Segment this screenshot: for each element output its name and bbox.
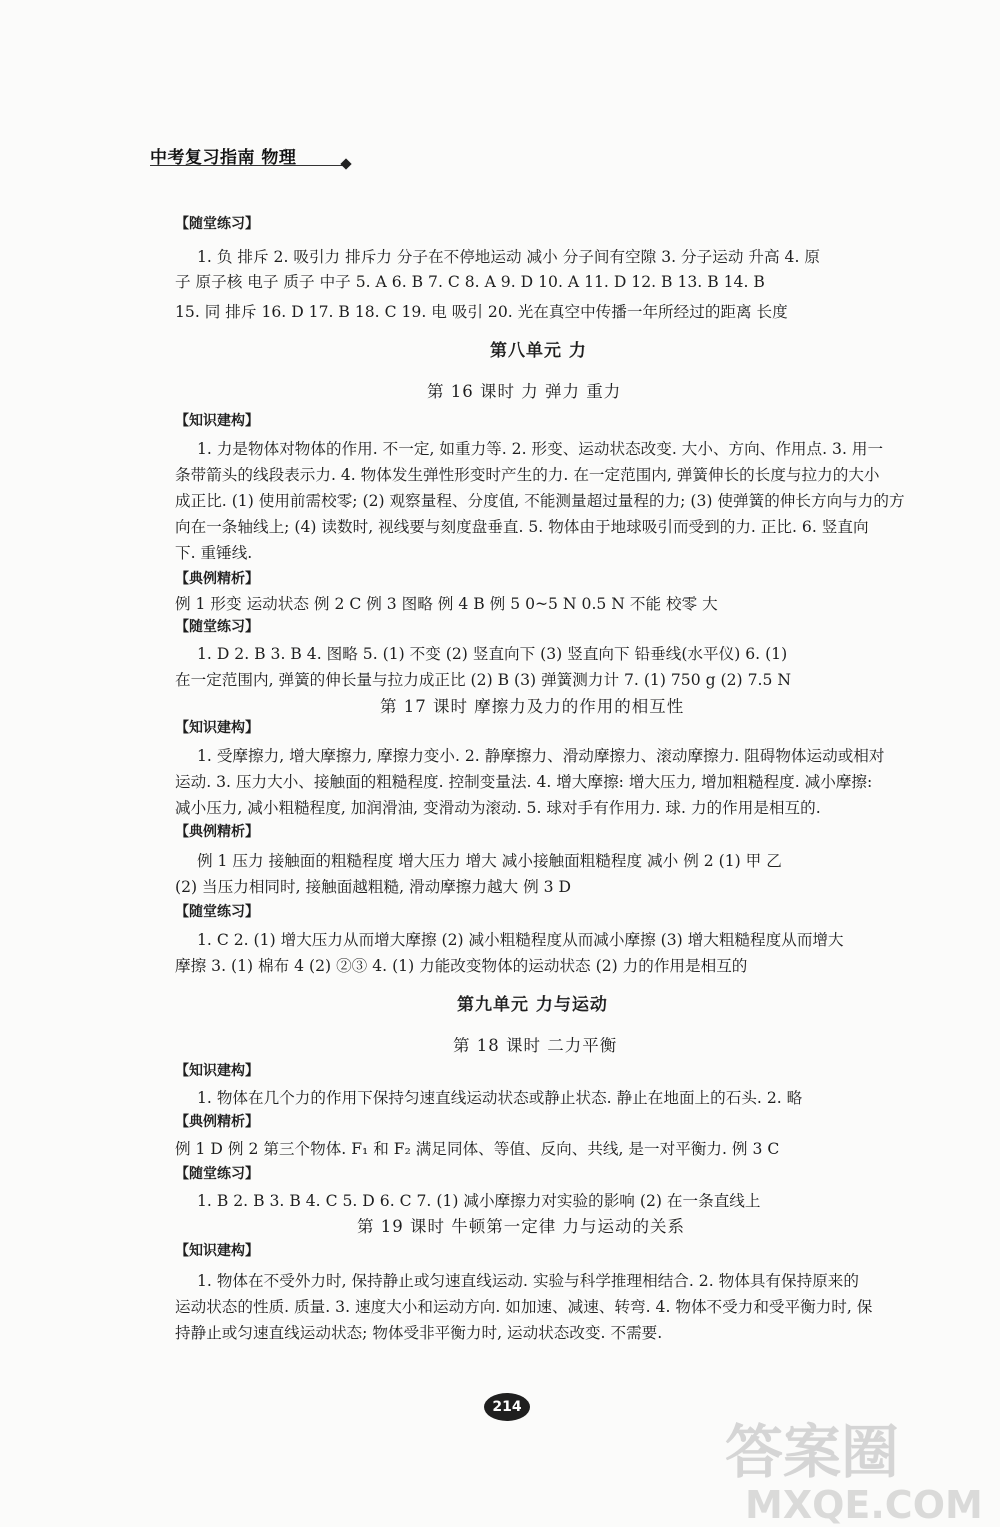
answer-line: 条带箭头的线段表示力. 4. 物体发生弹性形变时产生的力. 在一定范围内, 弹簧伸长的长度与拉力的大小 (175, 466, 880, 484)
answer-line: 1. D 2. B 3. B 4. 图略 5. (1) 不变 (2) 竖直向下 (3) 竖直向下 铅垂线(水平仪) 6. (1) (197, 645, 788, 663)
answer-line: 1. 物体在不受外力时, 保持静止或匀速直线运动. 实验与科学推理相结合. 2. 物体具有保持原来的 (197, 1272, 859, 1290)
answer-line: 下. 重锤线. (175, 544, 253, 562)
answer-line: 1. 力是物体对物体的作用. 不一定, 如重力等. 2. 形变、运动状态改变. 大小、方向、作用点. 3. 用一 (197, 440, 884, 458)
answer-line: 减小压力, 减小粗糙程度, 加润滑油, 变滑动为滚动. 5. 球对手有作用力. 球. 力的作用是相互的. (175, 799, 821, 817)
running-header (150, 143, 296, 173)
answer-line: 子 原子核 电子 质子 中子 5. A 6. B 7. C 8. A 9. D 10. A 11. D 12. B 13. B 14. B (175, 273, 765, 291)
answer-line: 成正比. (1) 使用前需校零; (2) 观察量程、分度值, 不能测量超过量程的力; (3) 使弹簧的伸长方向与力的方 (175, 492, 905, 510)
answer-line: 1. C 2. (1) 增大压力从而增大摩擦 (2) 减小粗糙程度从而减小摩擦 (3) 增大粗糙程度从而增大 (197, 931, 844, 949)
answer-line: 例 1 D 例 2 第三个物体. F₁ 和 F₂ 满足同体、等值、反向、共线, 是一对平衡力. 例 3 C (175, 1140, 780, 1158)
lesson-heading: 第 19 课时 牛顿第一定律 力与运动的关系 (357, 1217, 685, 1236)
watermark-logo (720, 1410, 995, 1525)
section-tag: 【随堂练习】 (175, 904, 259, 920)
answer-line: 持静止或匀速直线运动状态; 物体受非平衡力时, 运动状态改变. 不需要. (175, 1324, 663, 1342)
answer-line: 摩擦 3. (1) 棉布 4 (2) ②③ 4. (1) 力能改变物体的运动状态 (2) 力的作用是相互的 (175, 957, 748, 975)
section-tag: 【典例精析】 (175, 824, 259, 840)
answer-line: 例 1 形变 运动状态 例 2 C 例 3 图略 例 4 B 例 5 0~5 N 0.5 N 不能 校零 大 (175, 595, 718, 613)
answer-line: 向在一条轴线上; (4) 读数时, 视线要与刻度盘垂直. 5. 物体由于地球吸引而受到的力. 正比. 6. 竖直向 (175, 518, 869, 536)
watermark-url: MXQE.COM (745, 1483, 983, 1525)
unit-heading: 第九单元 力与运动 (457, 995, 608, 1015)
section-tag: 【知识建构】 (175, 1243, 259, 1259)
answer-line: 运动状态的性质. 质量. 3. 速度大小和运动方向. 如加速、减速、转弯. 4. 物体不受力和受平衡力时, 保 (175, 1298, 873, 1316)
answer-line: 在一定范围内, 弹簧的伸长量与拉力成正比 (2) B (3) 弹簧测力计 7. (1) 750 g (2) 7.5 N (175, 671, 791, 689)
answer-line: 1. 物体在几个力的作用下保持匀速直线运动状态或静止状态. 静止在地面上的石头. 2. 略 (197, 1089, 803, 1107)
section-tag: 【知识建构】 (175, 720, 259, 736)
section-tag: 【随堂练习】 (175, 1166, 259, 1182)
section-tag: 【随堂练习】 (175, 216, 259, 232)
answer-line: 15. 同 排斥 16. D 17. B 18. C 19. 电 吸引 20. 光在真空中传播一年所经过的距离 长度 (175, 303, 788, 321)
diamond-icon (340, 158, 351, 169)
unit-heading: 第八单元 力 (490, 341, 587, 361)
lesson-heading: 第 16 课时 力 弹力 重力 (427, 382, 622, 401)
answer-line: (2) 当压力相同时, 接触面越粗糙, 滑动摩擦力越大 例 3 D (175, 878, 572, 896)
page-number: 214 (484, 1393, 530, 1421)
section-tag: 【典例精析】 (175, 571, 259, 587)
lesson-heading: 第 17 课时 摩擦力及力的作用的相互性 (380, 697, 685, 716)
answer-line: 1. 受摩擦力, 增大摩擦力, 摩擦力变小. 2. 静摩擦力、滑动摩擦力、滚动摩擦力. 阻碍物体运动或相对 (197, 747, 885, 765)
header-title: 中考复习指南 物理 (150, 148, 297, 168)
answer-line: 运动. 3. 压力大小、接触面的粗糙程度. 控制变量法. 4. 增大摩擦: 增大压力, 增加粗糙程度. 减小摩擦: (175, 773, 873, 791)
section-tag: 【典例精析】 (175, 1114, 259, 1130)
section-tag: 【知识建构】 (175, 413, 259, 429)
header-rule (150, 165, 345, 166)
answer-line: 1. 负 排斥 2. 吸引力 排斥力 分子在不停地运动 减小 分子间有空隙 3. 分子运动 升高 4. 原 (197, 248, 820, 266)
watermark-text: 答案圈 (725, 1418, 900, 1486)
answer-line: 例 1 压力 接触面的粗糙程度 增大压力 增大 减小接触面粗糙程度 减小 例 2 (1) 甲 乙 (197, 852, 782, 870)
section-tag: 【随堂练习】 (175, 619, 259, 635)
answer-line: 1. B 2. B 3. B 4. C 5. D 6. C 7. (1) 减小摩擦力对实验的影响 (2) 在一条直线上 (197, 1192, 761, 1210)
lesson-heading: 第 18 课时 二力平衡 (453, 1036, 618, 1055)
section-tag: 【知识建构】 (175, 1063, 259, 1079)
